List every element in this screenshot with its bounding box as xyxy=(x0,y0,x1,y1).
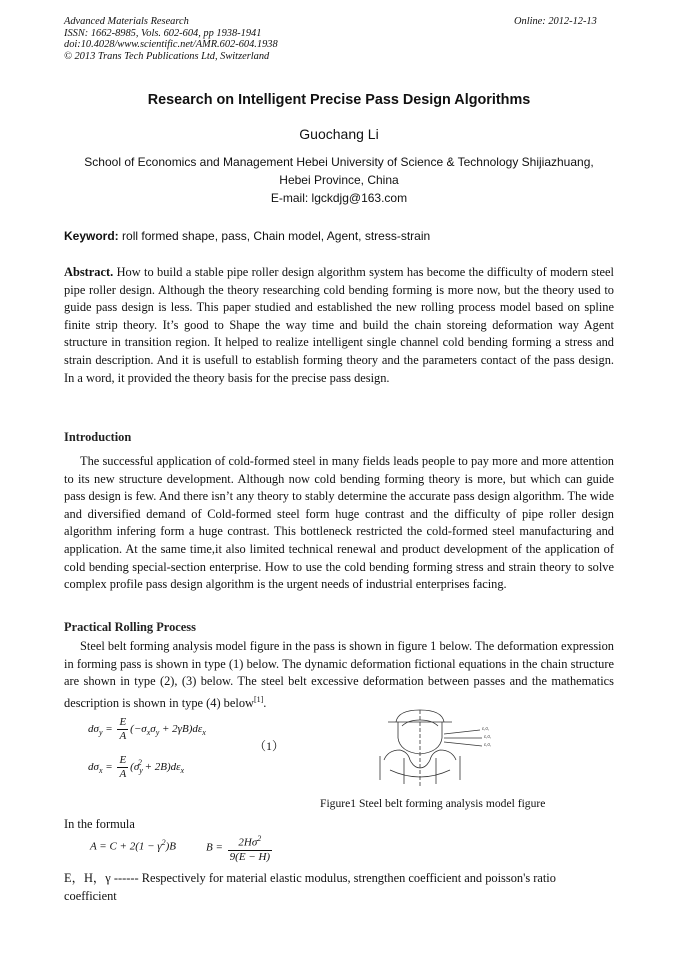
online-date: Online: 2012-12-13 xyxy=(514,16,597,27)
formula-intro: In the formula xyxy=(64,817,135,831)
abstract-text: How to build a stable pipe roller design algorithm system has become the difficulty of modern steel pipe roller design. Although the theory researching cold bending forming is more now, but the theory used to guide pass design is less. This paper studied and established the new rolling process model based on spline finite strip theory. It’s good to Shape the way time and build the chain storeing deformation way Agent structure in transition region. It helped to realize intelligent single channel cold bending forming a stress and strain description. And it is usefull to establish forming theory and the parameters contact of the pass design. In a word, it provided the theory basis for the precise pass design. xyxy=(64,265,614,385)
steel-belt-forming-figure xyxy=(378,708,568,790)
equation-1b: $d\sigma_x$ = $\frac{E}{A}$ $(\sigma_y^2 + 2B)d\varepsilon_x$ xyxy=(88,754,185,780)
author-name: Guochang Li xyxy=(299,126,379,142)
abstract xyxy=(64,264,614,387)
affiliation xyxy=(0,153,678,207)
equation-b: B = $\frac{2H\sigma^2}{9(E - H)}$ xyxy=(206,834,271,863)
variable-definition-line-2: coefficient xyxy=(64,888,117,903)
equation-1a: $d\sigma_y$ = $\frac{E}{A}$ $(-\sigma_x\sigma_y + 2\gamma B)d\varepsilon_x$ xyxy=(88,716,206,742)
svg-text:ε,σ,: ε,σ, xyxy=(484,734,492,739)
affiliation-line-2: Hebei Province, China xyxy=(279,173,399,187)
equation-a: $A = C + 2(1 - \gamma^2)B$ xyxy=(90,838,177,853)
paper-title: Research on Intelligent Precise Pass Design Algorithms xyxy=(147,92,531,108)
section-heading-practical: Practical Rolling Process xyxy=(64,620,196,634)
variable-definition xyxy=(64,870,614,905)
introduction-paragraph xyxy=(64,453,614,594)
affiliation-line-1: School of Economics and Management Hebei University of Science & Technology Shijiazhuang, xyxy=(84,155,594,169)
equation-number-1: （1） xyxy=(254,739,285,753)
copyright: © 2013 Trans Tech Publications Ltd, Switzerland xyxy=(64,50,270,62)
practical-text: Steel belt forming analysis model figure in the pass is shown in figure 1 below. The deformation expression in forming pass is shown in type (1) below. The dynamic deformation fictional equations in the chain structure are shown in type (2), (3) below. The steel belt excessive deformation between passes and the mathematics description is shown in type (4) below xyxy=(64,639,614,710)
svg-text:ε,σ,: ε,σ, xyxy=(482,726,490,731)
section-heading-introduction: Introduction xyxy=(64,430,132,444)
doi: doi:10.4028/www.scientific.net/AMR.602-604.1938 xyxy=(64,39,278,50)
journal-header xyxy=(64,16,278,62)
citation-ref: [1] xyxy=(253,694,264,704)
introduction-text: The successful application of cold-formed steel in many fields leads people to pay more and more attention to its new structure development. Although now cold bending forming theory is more, but which can guide pass design is few. And there isn’t any theory to stably determine the accurate pass design algorithm. The wide and diversified demand of Cold-formed steel form huge contrast and the difficulty of pipe roller design algorithm infering form a huge contrast. This bottleneck restricted the cold-formed steel manufacturing and application. At the same time,it also limited technical renewal and product development of the application of cold bending special-section enterprise. How to use the cold bending forming stress and strain theory to solve complex profile pass design algorithm is the urgent needs of industrial enterprises facing. xyxy=(64,454,614,592)
figure-caption: Figure1 Steel belt forming analysis model figure xyxy=(320,797,546,810)
practical-paragraph: Steel belt forming analysis model figure in the pass is shown in figure 1 below. The deformation expression in forming pass is shown in type (1) below. The dynamic deformation fictional equations in the chain structure are shown in type (2), (3) below. The steel belt excessive deformation between passes and the mathematics description is shown in type (4) below[1]. xyxy=(64,639,614,710)
variable-definition-line-1: E，H，γ ------ Respectively for material elastic modulus, strengthen coefficient and poisson's ratio xyxy=(64,871,556,885)
svg-text:ε,σ,: ε,σ, xyxy=(484,742,492,747)
author-email: E-mail: lgckdjg@163.com xyxy=(270,191,408,205)
keywords-text: roll formed shape, pass, Chain model, Agent, stress-strain xyxy=(118,229,431,243)
issn: ISSN: 1662-8985, Vols. 602-604, pp 1938-1941 xyxy=(64,27,262,39)
keywords xyxy=(64,229,430,243)
abstract-label: Abstract. xyxy=(64,265,114,279)
keywords-label: Keyword: xyxy=(64,229,119,243)
journal-name: Advanced Materials Research xyxy=(64,16,189,27)
